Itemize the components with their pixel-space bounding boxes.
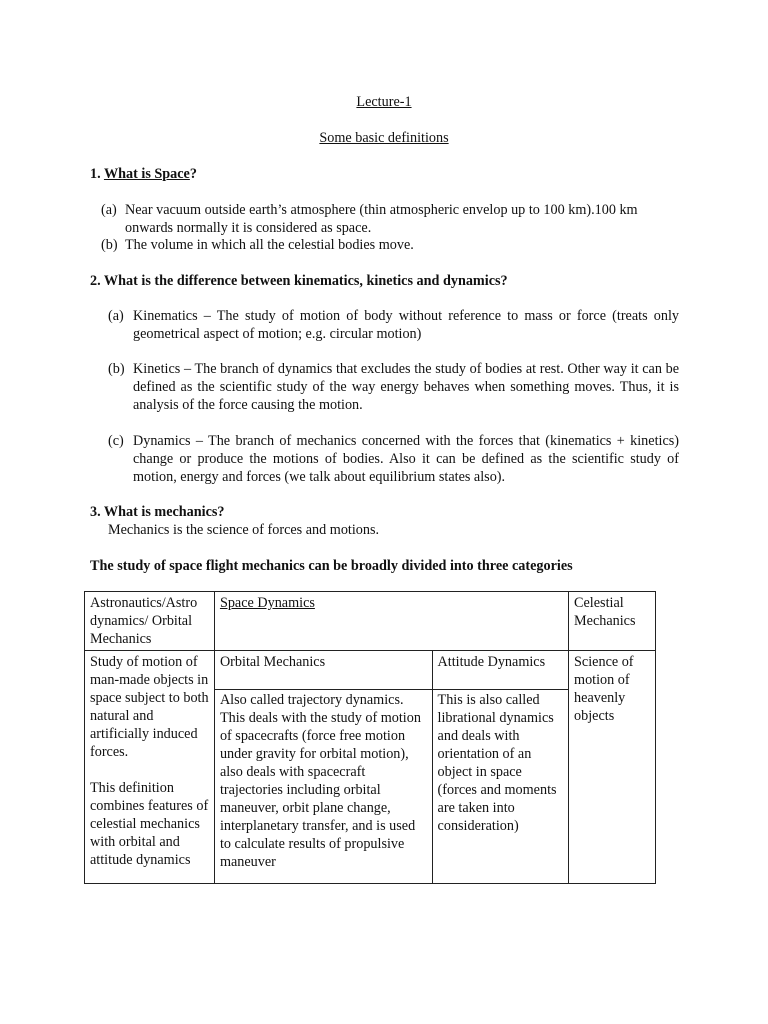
- lecture-title: Lecture-1: [356, 94, 412, 110]
- q2-heading: 2. What is the difference between kinematics, kinetics and dynamics?: [90, 273, 508, 289]
- orbital-mechanics-header: Orbital Mechanics: [215, 651, 432, 689]
- q1-a-line1: Near vacuum outside earth’s atmosphere (thin atmospheric envelop up to 100 km).100 km: [125, 202, 638, 218]
- astronautics-definition: Study of motion of man-made objects in space subject to both natural and artificially induced forces.: [90, 654, 209, 760]
- q2-b-marker: (b): [108, 361, 125, 377]
- space-dynamics-header-cell: Space Dynamics: [214, 592, 568, 651]
- q2-c-marker: (c): [108, 433, 124, 449]
- q1-b-marker: (b): [101, 237, 118, 253]
- q2-a-marker: (a): [108, 308, 124, 324]
- attitude-dynamics-header: Attitude Dynamics: [432, 651, 568, 689]
- astronautics-body-cell: [85, 651, 215, 884]
- celestial-header-cell: Celestial Mechanics: [569, 592, 656, 651]
- astronautics-combination-note: This definition combines features of celestial mechanics with orbital and attitude dynamics: [90, 780, 209, 868]
- q1-b-line: The volume in which all the celestial bodies move.: [125, 237, 414, 253]
- attitude-dynamics-description: This is also called librational dynamics and deals with orientation of an object in space (forces and moments are taken into consideration): [437, 691, 557, 834]
- q1-heading: 1. What is Space?: [90, 166, 197, 182]
- q1-a-line2: onwards normally it is considered as space.: [125, 220, 372, 236]
- q2-c-text: Dynamics – The branch of mechanics concerned with the forces that (kinematics + kinetics) change or produce the motions of bodies. Also it can be defined as the scientific study of motion, energy and forces (we talk about equilibrium states also).: [133, 433, 679, 485]
- q1-a-marker: (a): [101, 202, 117, 218]
- q3-heading: 3. What is mechanics?: [90, 504, 225, 520]
- orbital-mechanics-description: Also called trajectory dynamics. This deals with the study of motion of spacecrafts (force free motion under gravity for orbital motion), also deals with spacecraft trajectories including orbital maneuver, orbit plane change, interplanetary transfer, and is used to calculate results of propulsive maneuver: [215, 689, 432, 883]
- space-dynamics-subtable-cell: [214, 651, 568, 884]
- space-dynamics-subtable: [215, 651, 568, 883]
- q2-a-text: Kinematics – The study of motion of body without reference to mass or force (treats only geometrical aspect of motion; e.g. circular motion): [133, 308, 679, 342]
- table-header-row: [85, 592, 656, 651]
- table-body-row: [85, 651, 656, 884]
- categories-table: [84, 591, 656, 884]
- q3-answer: Mechanics is the science of forces and motions.: [108, 522, 380, 538]
- celestial-body-cell: Science of motion of heavenly objects: [569, 651, 656, 884]
- study-heading: The study of space flight mechanics can be broadly divided into three categories: [90, 558, 573, 574]
- page-subtitle: Some basic definitions: [319, 130, 449, 146]
- q2-b-text: Kinetics – The branch of dynamics that excludes the study of bodies at rest. Other way it can be defined as the scientific study of the way energy behaves when something moves. Thus, it is analysis of the force causing the motion.: [133, 361, 679, 413]
- astronautics-header-cell: Astronautics/Astro dynamics/ Orbital Mechanics: [85, 592, 215, 651]
